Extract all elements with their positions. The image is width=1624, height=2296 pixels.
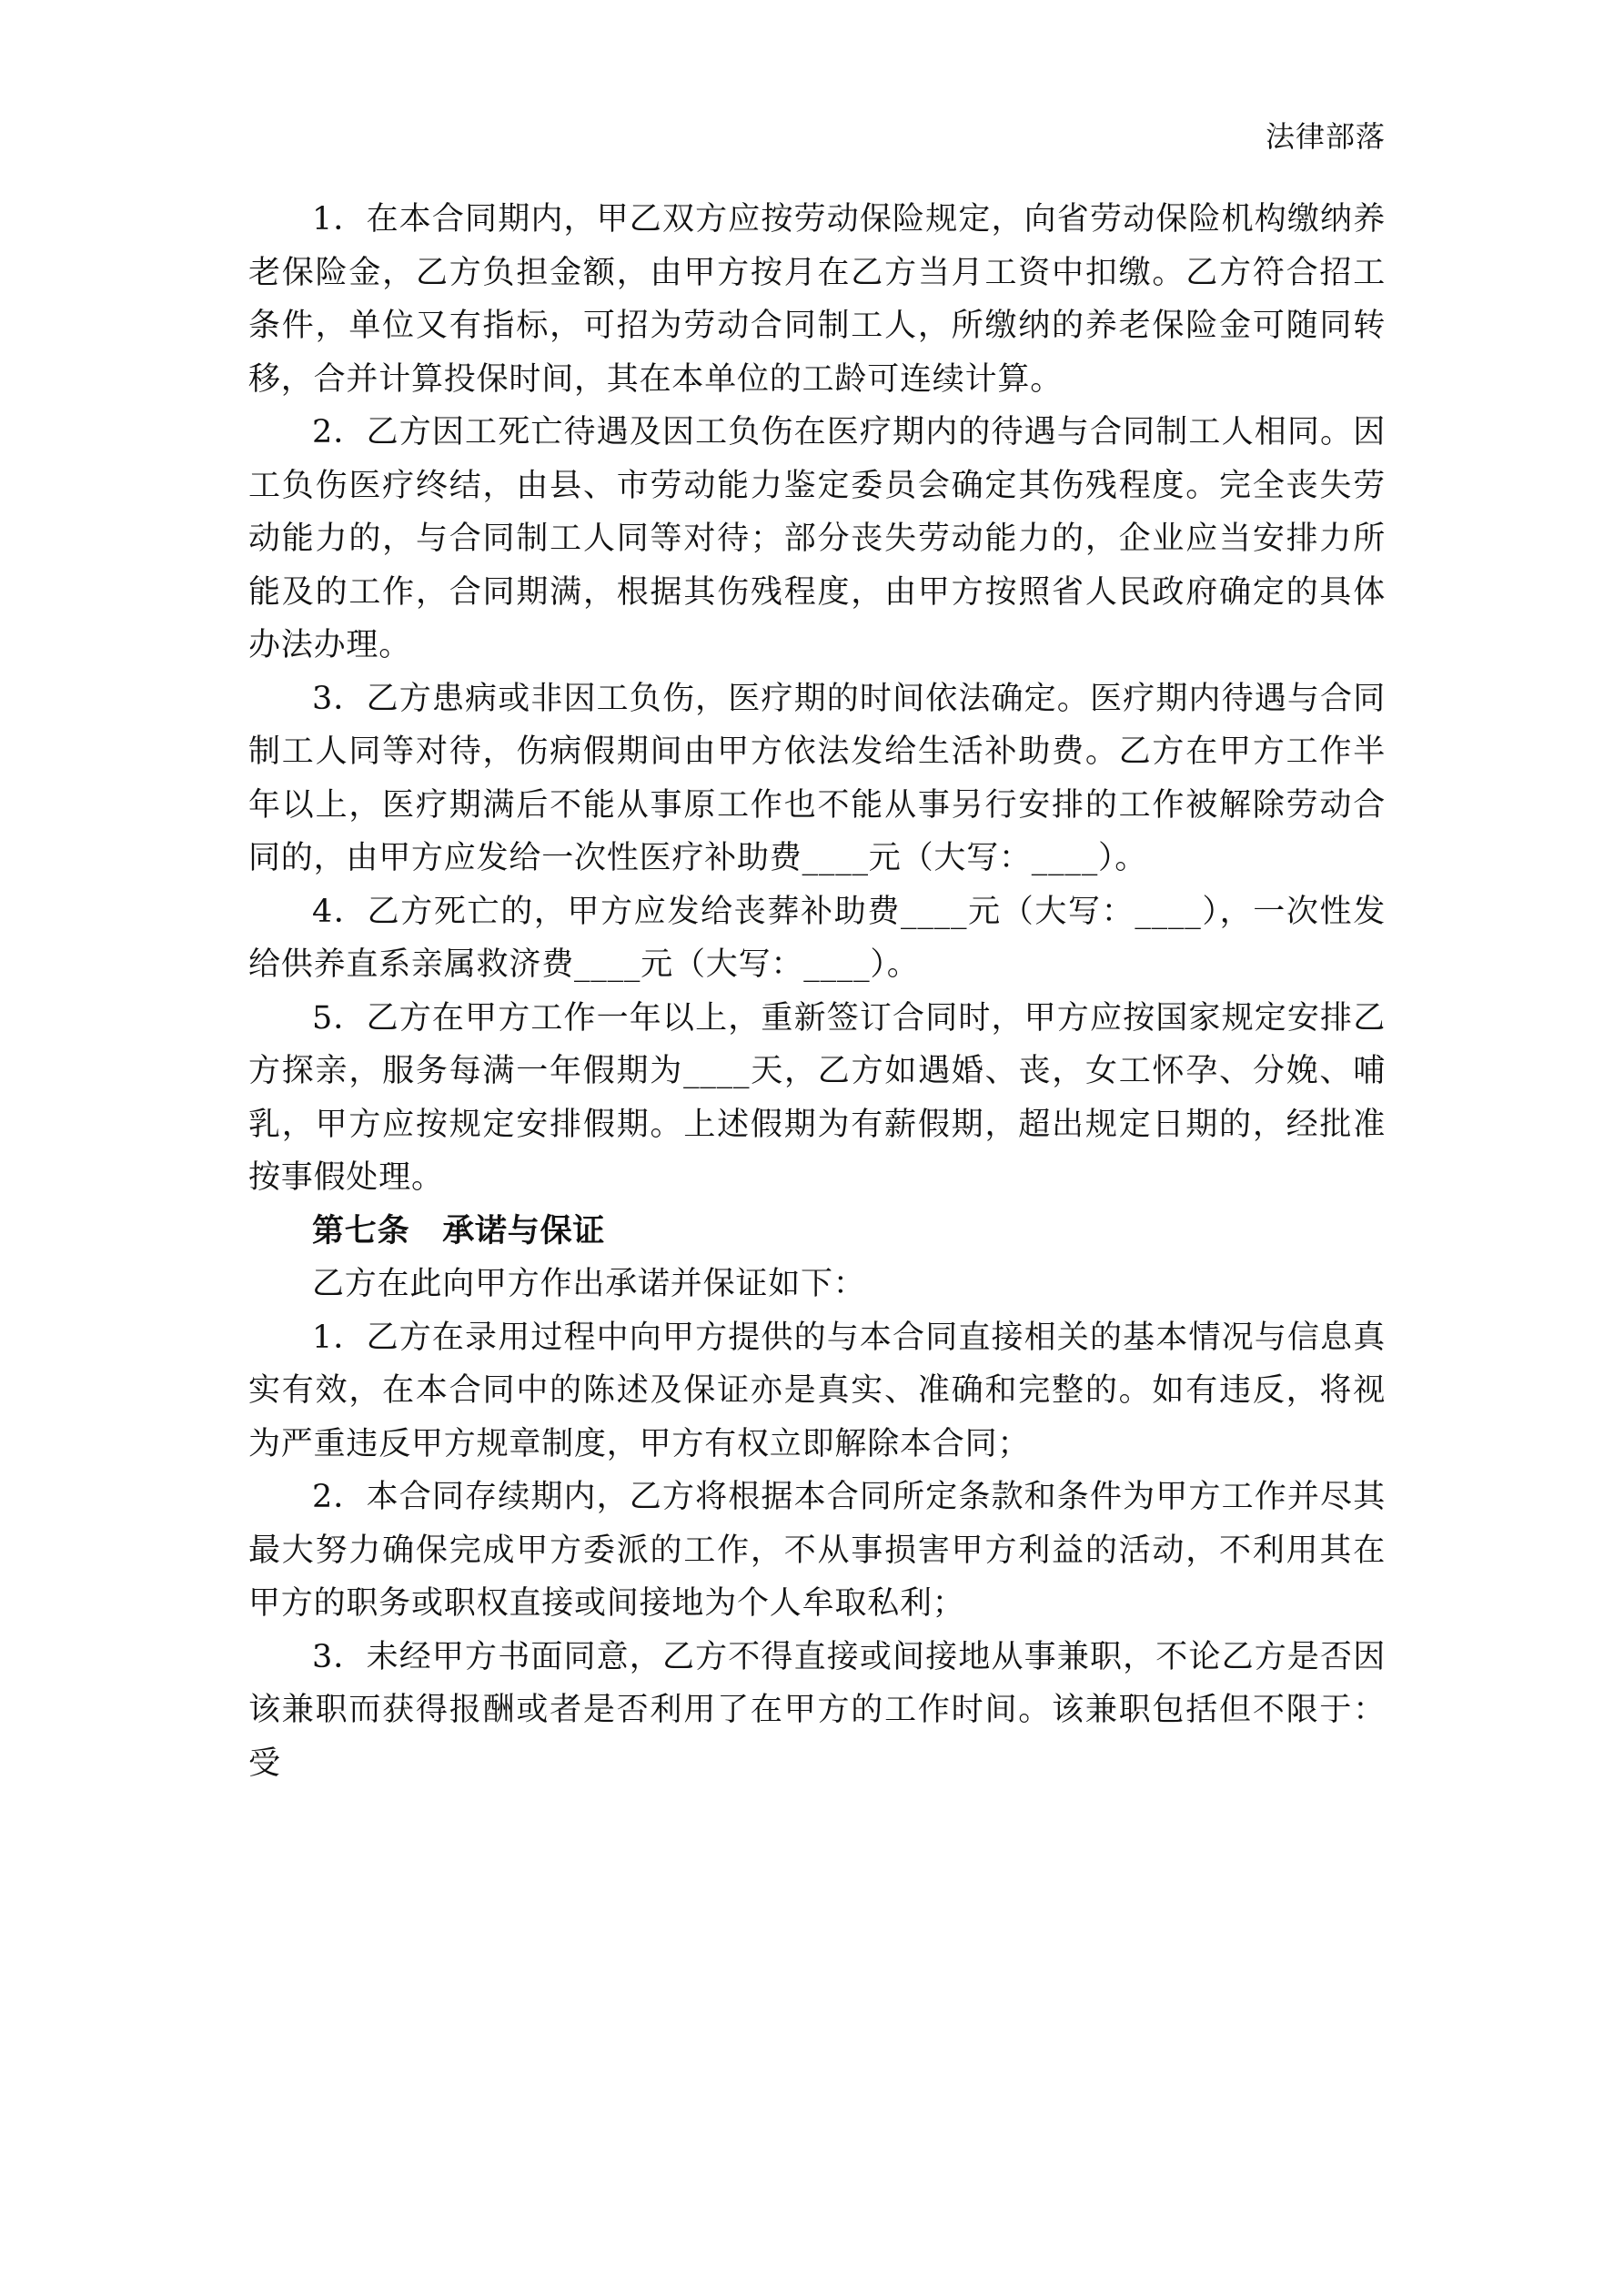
paragraph-2: 2．乙方因工死亡待遇及因工负伤在医疗期内的待遇与合同制工人相同。因工负伤医疗终结，由县、市劳动能力鉴定委员会确定其伤残程度。完全丧失劳动能力的，与合同制工人同等对待；部分丧失劳动能力的，企业应当安排力所能及的工作，合同期满，根据其伤残程度，由甲方按照省人民政府确定的具体办法办理。 [248,414,1386,663]
paragraph-4: 4．乙方死亡的，甲方应发给丧葬补助费____元（大写：____），一次性发给供养直系亲属救济费____元（大写：____）。 [248,893,1386,983]
article-7-item-1: 1．乙方在录用过程中向甲方提供的与本合同直接相关的基本情况与信息真实有效，在本合同中的陈述及保证亦是真实、准确和完整的。如有违反，将视为严重违反甲方规章制度，甲方有权立即解除本合同； [248,1319,1386,1462]
paragraph-3: 3．乙方患病或非因工负伤，医疗期的时间依法确定。医疗期内待遇与合同制工人同等对待，伤病假期间由甲方依法发给生活补助费。乙方在甲方工作半年以上，医疗期满后不能从事原工作也不能从事另行安排的工作被解除劳动合同的，由甲方应发给一次性医疗补助费____元（大写：____）。 [248,680,1386,876]
header-brand: 法律部落 [1265,119,1386,154]
paragraph-5: 5．乙方在甲方工作一年以上，重新签订合同时，甲方应按国家规定安排乙方探亲，服务每满一年假期为____天，乙方如遇婚、丧，女工怀孕、分娩、哺乳，甲方应按规定安排假期。上述假期为有薪假期，超出规定日期的，经批准按事假处理。 [248,999,1386,1196]
paragraph-1: 1．在本合同期内，甲乙双方应按劳动保险规定，向省劳动保险机构缴纳养老保险金，乙方负担金额，由甲方按月在乙方当月工资中扣缴。乙方符合招工条件，单位又有指标，可招为劳动合同制工人，所缴纳的养老保险金可随同转移，合并计算投保时间，其在本单位的工龄可连续计算。 [248,201,1386,398]
document-body [248,193,1386,1790]
article-7-heading: 第七条 承诺与保证 [312,1212,606,1249]
article-7-intro: 乙方在此向甲方作出承诺并保证如下： [312,1266,866,1302]
article-7-item-2: 2．本合同存续期内，乙方将根据本合同所定条款和条件为甲方工作并尽其最大努力确保完成甲方委派的工作，不从事损害甲方利益的活动，不利用其在甲方的职务或职权直接或间接地为个人牟取私利； [248,1479,1386,1622]
article-7-item-3: 3．未经甲方书面同意，乙方不得直接或间接地从事兼职，不论乙方是否因该兼职而获得报酬或者是否利用了在甲方的工作时间。该兼职包括但不限于：受 [248,1638,1386,1782]
